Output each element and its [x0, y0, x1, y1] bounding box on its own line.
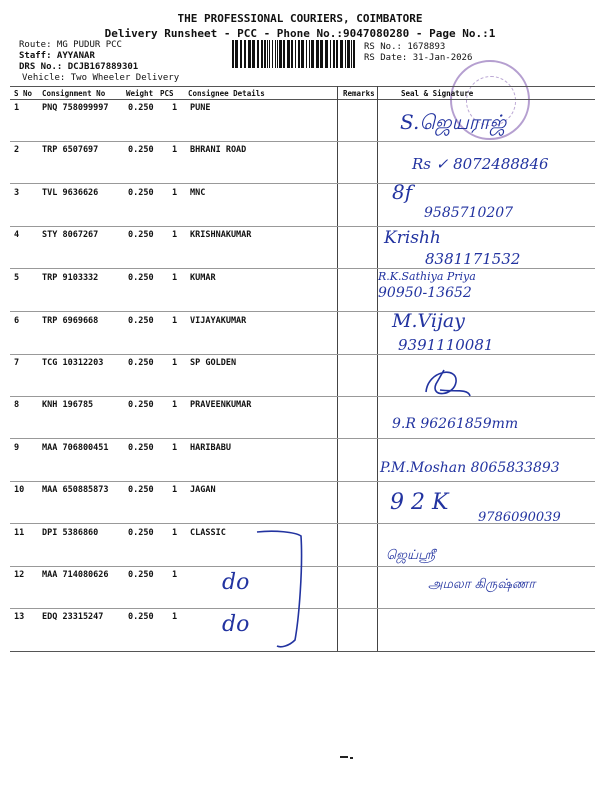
row-consignee-details: PUNE: [190, 103, 211, 113]
table-row: [0, 103, 600, 117]
signature-row-5a: 8381171532: [425, 250, 521, 268]
barcode-bar: [240, 40, 242, 68]
row-weight: 0.250: [128, 316, 154, 326]
row-consignment-no: KNH 196785: [42, 400, 94, 410]
signature-row-12: அமலா கிருஷ்ணா: [428, 577, 536, 592]
row-sno: 11: [14, 528, 25, 538]
row-pcs: 1: [172, 316, 178, 326]
rs-number: RS No.: 1678893: [364, 42, 446, 52]
row-weight: 0.250: [128, 528, 154, 538]
table-row: [0, 273, 600, 287]
row-pcs: 1: [172, 145, 178, 155]
row-consignment-no: TRP 9103332: [42, 273, 99, 283]
row-consignment-no: TVL 9636626: [42, 188, 99, 198]
row-sno: 5: [14, 273, 20, 283]
barcode-bar: [311, 40, 314, 68]
signature-row-5c: 90950-13652: [378, 285, 472, 301]
barcode-bar: [347, 40, 350, 68]
barcode-bar: [309, 40, 310, 68]
row-weight: 0.250: [128, 103, 154, 113]
row-sno: 12: [14, 570, 25, 580]
table-row: [0, 443, 600, 457]
row-pcs: 1: [172, 230, 178, 240]
table-row: [0, 400, 600, 414]
barcode-bar: [287, 40, 290, 68]
row-consignment-no: EDQ 23315247: [42, 612, 104, 622]
footer-dot: [350, 757, 353, 759]
ditto-mark-row-13: do: [222, 612, 250, 637]
barcode-bar: [320, 40, 323, 68]
row-weight: 0.250: [128, 230, 154, 240]
row-pcs: 1: [172, 188, 178, 198]
company-title: THE PROFESSIONAL COURIERS, COIMBATORE: [177, 12, 423, 25]
rs-date: RS Date: 31-Jan-2026: [364, 53, 473, 63]
row-separator: [10, 141, 595, 142]
signature-row-11: ஜெய்ஸ்ரீ: [386, 548, 436, 563]
barcode-bar: [325, 40, 328, 68]
row-sno: 6: [14, 316, 20, 326]
col-details: Consignee Details: [188, 89, 265, 98]
row-weight: 0.250: [128, 358, 154, 368]
row-pcs: 1: [172, 358, 178, 368]
row-pcs: 1: [172, 485, 178, 495]
row-consignee-details: MNC: [190, 188, 206, 198]
row-separator: [10, 354, 595, 355]
footer-dash: [340, 756, 348, 758]
row-consignee-details: HARIBABU: [190, 443, 231, 453]
signature-row-10a: 9 2 K: [390, 490, 449, 515]
runsheet-subtitle: Delivery Runsheet - PCC - Phone No.:9047080280 - Page No.:1: [104, 27, 496, 40]
signature-row-10b: 9786090039: [478, 510, 561, 525]
row-separator: [10, 396, 595, 397]
barcode-bar: [330, 40, 331, 68]
row-pcs: 1: [172, 443, 178, 453]
table-row: [0, 188, 600, 202]
barcode-bar: [248, 40, 251, 68]
row-sno: 1: [14, 103, 20, 113]
col-remarks: Remarks: [343, 89, 375, 98]
barcode-bar: [345, 40, 346, 68]
ditto-mark-row-12: do: [222, 570, 250, 595]
row-pcs: 1: [172, 400, 178, 410]
barcode-bar: [336, 40, 338, 68]
barcode-bar: [277, 40, 278, 68]
row-sno: 2: [14, 145, 20, 155]
barcode-bar: [267, 40, 268, 68]
barcode-bar: [333, 40, 335, 68]
signature-row-3b: 9585710207: [424, 205, 514, 221]
signature-row-8: 9.R 96261859mm: [392, 416, 519, 432]
barcode-bar: [272, 40, 273, 68]
signature-row-2: Rs ✓ 8072488846: [412, 155, 549, 173]
row-weight: 0.250: [128, 273, 154, 283]
row-consignment-no: STY 8067267: [42, 230, 99, 240]
row-sno: 10: [14, 485, 25, 495]
col-seal-signature: Seal & Signature: [401, 89, 474, 98]
drs-number: DRS No.: DCJB167889301: [19, 62, 139, 72]
col-consignment: Consignment No: [42, 89, 106, 98]
row-sno: 8: [14, 400, 20, 410]
barcode-image: [232, 40, 357, 68]
row-separator: [10, 438, 595, 439]
barcode-bar: [301, 40, 304, 68]
route-text: Route: MG PUDUR PCC: [19, 40, 122, 50]
row-weight: 0.250: [128, 145, 154, 155]
row-separator: [10, 226, 595, 227]
row-consignment-no: MAA 650885873: [42, 485, 109, 495]
row-sno: 7: [14, 358, 20, 368]
barcode-bar: [232, 40, 234, 68]
signature-row-6b: 9391110081: [398, 336, 494, 354]
barcode-bar: [252, 40, 255, 68]
barcode-bar: [261, 40, 263, 68]
row-consignment-no: TRP 6969668: [42, 316, 99, 326]
table-row: [0, 316, 600, 330]
barcode-bar: [306, 40, 307, 68]
row-separator: [10, 311, 595, 312]
row-sno: 13: [14, 612, 25, 622]
row-consignee-details: CLASSIC: [190, 528, 226, 538]
row-consignment-no: PNQ 758099997: [42, 103, 109, 113]
row-separator: [10, 268, 595, 269]
barcode-bar: [353, 40, 355, 68]
row-weight: 0.250: [128, 612, 154, 622]
col-sno: S No: [14, 89, 33, 98]
barcode-bar: [275, 40, 276, 68]
row-sno: 4: [14, 230, 20, 240]
row-consignee-details: KUMAR: [190, 273, 216, 283]
row-separator: [10, 183, 595, 184]
barcode-bar: [279, 40, 282, 68]
signature-row-7-scribble: [418, 362, 478, 404]
barcode-bar: [283, 40, 285, 68]
signature-row-5b: R.K.Sathiya Priya: [378, 270, 476, 283]
row-consignee-details: SP GOLDEN: [190, 358, 237, 368]
signature-row-9: P.M.Moshan 8065833893: [380, 460, 560, 476]
table-header-border: [10, 99, 595, 100]
row-weight: 0.250: [128, 485, 154, 495]
barcode-bar: [316, 40, 319, 68]
row-sno: 9: [14, 443, 20, 453]
row-consignment-no: MAA 714080626: [42, 570, 109, 580]
row-consignee-details: PRAVEENKUMAR: [190, 400, 252, 410]
signature-row-3a: 8f: [392, 180, 413, 204]
vehicle-text: Vehicle: Two Wheeler Delivery: [22, 73, 180, 83]
row-pcs: 1: [172, 528, 178, 538]
row-weight: 0.250: [128, 400, 154, 410]
signature-row-6a: M.Vijay: [392, 310, 465, 332]
row-pcs: 1: [172, 273, 178, 283]
row-consignment-no: TRP 6507697: [42, 145, 99, 155]
row-consignment-no: TCG 10312203: [42, 358, 104, 368]
row-consignee-details: KRISHNAKUMAR: [190, 230, 252, 240]
col-weight: Weight: [126, 89, 154, 98]
table-row: [0, 358, 600, 372]
row-consignment-no: MAA 706800451: [42, 443, 109, 453]
row-consignee-details: VIJAYAKUMAR: [190, 316, 247, 326]
row-consignee-details: JAGAN: [190, 485, 216, 495]
table-row: [0, 485, 600, 499]
table-row: [0, 230, 600, 244]
barcode-bar: [351, 40, 352, 68]
barcode-bar: [244, 40, 246, 68]
col-pcs: PCS: [160, 89, 174, 98]
row-weight: 0.250: [128, 188, 154, 198]
barcode-bar: [340, 40, 343, 68]
barcode-bar: [257, 40, 259, 68]
table-top-border: [10, 86, 595, 87]
staff-text: Staff: AYYANAR: [19, 51, 95, 61]
barcode-bar: [269, 40, 270, 68]
barcode-bar: [298, 40, 300, 68]
row-separator: [10, 481, 595, 482]
row-weight: 0.250: [128, 570, 154, 580]
row-pcs: 1: [172, 570, 178, 580]
signature-row-1: S.ஜெயராஜ்: [400, 110, 507, 134]
row-pcs: 1: [172, 103, 178, 113]
ditto-bracket: [255, 528, 307, 653]
signature-row-4: Krishh: [384, 228, 441, 248]
barcode-bar: [291, 40, 293, 68]
row-weight: 0.250: [128, 443, 154, 453]
row-sno: 3: [14, 188, 20, 198]
row-consignee-details: BHRANI ROAD: [190, 145, 247, 155]
row-consignment-no: DPI 5386860: [42, 528, 99, 538]
barcode-bar: [235, 40, 238, 68]
barcode-bar: [295, 40, 296, 68]
row-pcs: 1: [172, 612, 178, 622]
barcode-bar: [264, 40, 266, 68]
